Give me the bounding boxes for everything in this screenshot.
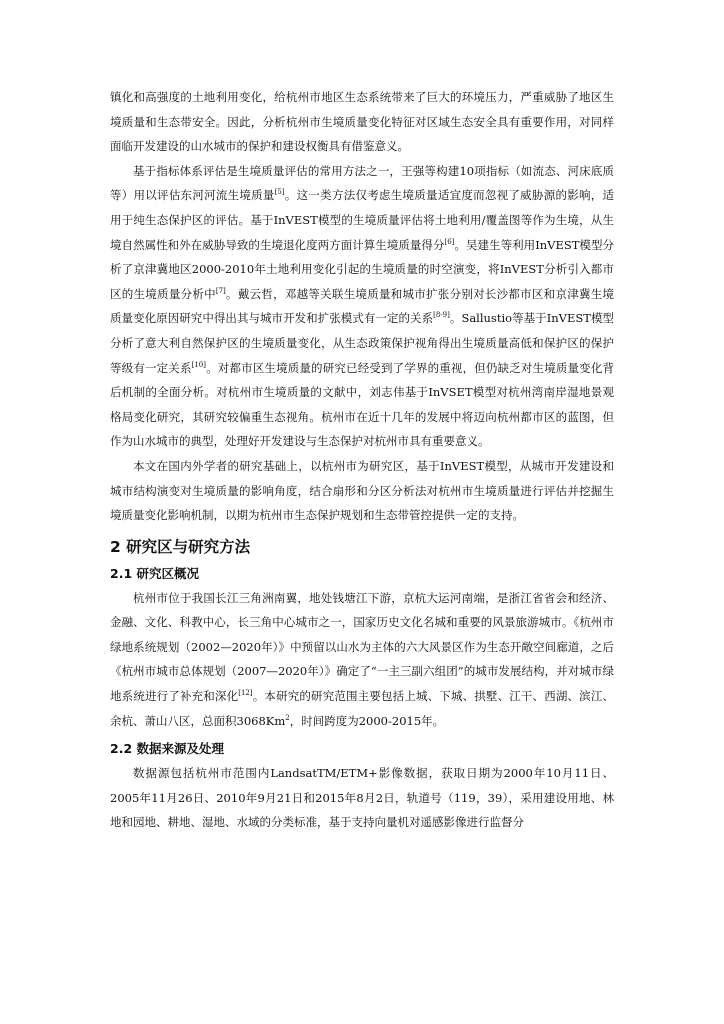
area-unit-superscript: 2	[285, 713, 290, 722]
text-run: 。Sallustio等基于InVEST模型分析了意大利自然保护区的生境质量变化，从生态政策保护视角得出生境质量高低和保护区的保护等级有一定关系	[110, 311, 614, 375]
section-heading-2: 2 研究区与研究方法	[110, 537, 251, 556]
text-run: 基于指标体系评估是生境质量评估的常用方法之一，王强等构建10项指标（如流态、河床底质等）用以评估东河河流生境质量	[110, 163, 614, 203]
citation-ref: [6]	[444, 237, 455, 246]
text-run: 。对都市区生境质量的研究已经受到了学界的重视，但仍缺乏对生境质量变化背后机制的全面分析。对杭州市生境质量的文献中，刘志伟基于InVSET模型对杭州湾南岸湿地景观格局变化研究，其研究较偏重生态视角。杭州市在近十几年的发展中将迈向杭州都市区的蓝图，但作为山水城市的典型，处理好开发建设与生态保护对杭州市具有重要意义。	[110, 360, 615, 449]
text-run: 。本研究的研究范围主要包括上城、下城、拱墅、江干、西湖、滨江、余杭、萧山八区，总面积3068Km	[110, 689, 614, 728]
paragraph-data-text: 数据源包括杭州市范围内LandsatTM/ETM+影像数据，获取日期为2000年10月11日、2005年11月26日、2010年9月21日和2015年8月2日，轨道号（119，39），采用建设用地、林地和园地、耕地、湿地、水域的分类标准，基于支持向量机对遥感影像进行监督分	[110, 766, 614, 830]
paragraph-data-source	[110, 761, 614, 835]
citation-ref: [5]	[274, 188, 285, 197]
text-run: ，时间跨度为2000-2015年。	[289, 713, 445, 728]
paragraph-intro	[110, 85, 614, 159]
text-run: 杭州市位于我国长江三角洲南翼，地处钱塘江下游，京杭大运河南端，是浙江省省会和经济、金融、文化、科教中心，长三角中心城市之一，国家历史文化名城和重要的风景旅游城市。《杭州市绿地系统规划（2002—2020年）》中预留以山水为主体的六大风景区作为生态开敞空间廊道，之后《杭州市城市总体规划（2007—2020年）》确定了“一主三副六组团”的城市发展结构，并对城市绿地系统进行了补充和深化	[110, 590, 614, 704]
citation-ref: [8-9]	[433, 311, 450, 320]
paragraph-aim-text: 本文在国内外学者的研究基础上，以杭州市为研究区，基于InVEST模型，从城市开发建设和城市结构演变对生境质量的影响角度，结合扇形和分区分析法对杭州市生境质量进行评估并挖掘生境质量变化影响机制，以期为杭州市生态保护规划和生态带管控提供一定的支持。	[110, 458, 614, 523]
subsection-heading-2-2: 2.2 数据来源及处理	[110, 741, 224, 757]
text-run: 。这一类方法仅考虑生境质量适宜度而忽视了威胁源的影响，适用于纯生态保护区的评估。基于InVEST模型的生境质量评估将土地利用/覆盖图等作为生境，从生境自然属性和外在威胁导致的生境退化度两方面计算生境质量得分	[110, 188, 615, 252]
body-text	[110, 85, 614, 835]
text-run: 。戴云哲，邓越等关联生境质量和城市扩张分别对长沙都市区和京津冀生境质量变化原因研究中得出其与城市开发和扩张模式有一定的关系	[110, 286, 614, 326]
text-run: 。吴建生等利用InVEST模型分析了京津冀地区2000-2010年土地利用变化引起的生境质量的时空演变，将InVEST分析引入都市区的生境质量分析中	[110, 237, 614, 301]
paragraph-study-area	[110, 586, 614, 734]
citation-ref: [7]	[215, 286, 226, 295]
citation-ref: [12]	[238, 689, 253, 698]
citation-ref: [10]	[191, 360, 206, 369]
paragraph-aim	[110, 454, 614, 528]
paragraph-intro-text: 镇化和高强度的土地利用变化，给杭州市地区生态系统带来了巨大的环境压力，严重威胁了地区生境质量和生态带安全。因此，分析杭州市生境质量变化特征对区域生态安全具有重要作用，对同样面临开发建设的山水城市的保护和建设权衡具有借鉴意义。	[110, 90, 614, 154]
subsection-heading-2-1: 2.1 研究区概况	[110, 565, 199, 581]
paragraph-methods	[110, 159, 614, 454]
